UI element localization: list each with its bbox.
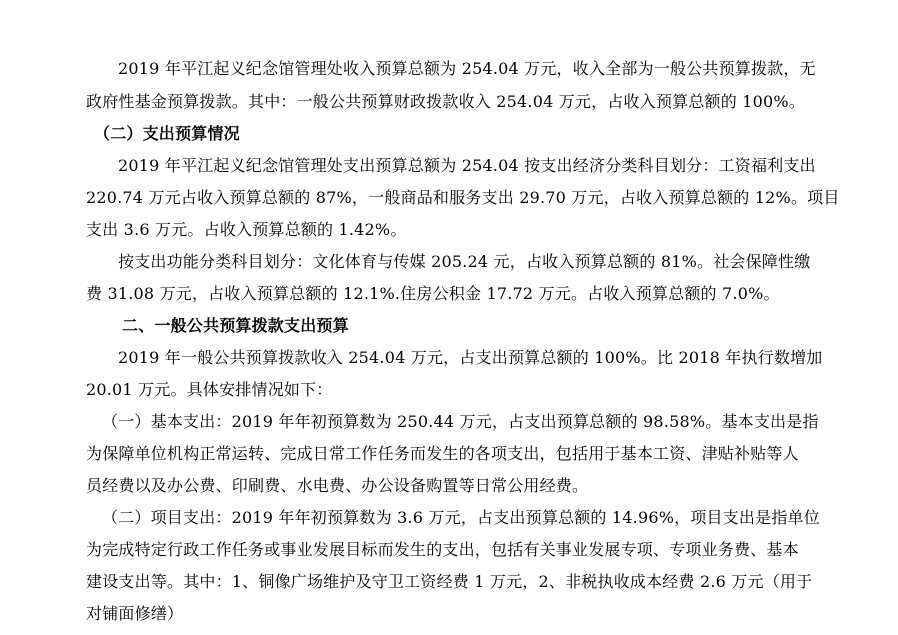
paragraph-line: 2019 年一般公共预算拨款收入 254.04 万元，占支出预算总额的 100%。比 2018 年执行数增加: [118, 348, 823, 367]
paragraph-line: 220.74 万元占收入预算总额的 87%，一般商品和服务支出 29.70 万元，占收入预算总额的 12%。项目: [86, 188, 840, 207]
section-heading: 二、一般公共预算拨款支出预算: [122, 316, 349, 335]
paragraph-line: （二）项目支出：2019 年年初预算数为 3.6 万元，占支出预算总额的 14.96%，项目支出是指单位: [102, 508, 820, 527]
paragraph-line: 对铺面修缮）: [86, 604, 184, 623]
section-heading: （二）支出预算情况: [94, 124, 240, 143]
paragraph-line: （一）基本支出：2019 年年初预算数为 250.44 万元，占支出预算总额的 98.58%。基本支出是指: [102, 412, 819, 431]
paragraph-line: 建设支出等。其中：1、铜像广场维护及守卫工资经费 1 万元，2、非税执收成本经费 2.6 万元（用于: [86, 572, 813, 591]
paragraph-line: 2019 年平江起义纪念馆管理处收入预算总额为 254.04 万元，收入全部为一般公共预算拨款，无: [118, 59, 816, 78]
paragraph-line: 员经费以及办公费、印刷费、水电费、办公设备购置等日常公用经费。: [86, 476, 589, 495]
paragraph-line: 支出 3.6 万元。占收入预算总额的 1.42%。: [86, 220, 407, 239]
paragraph-line: 为保障单位机构正常运转、完成日常工作任务而发生的各项支出，包括用于基本工资、津贴补贴等人: [86, 444, 799, 463]
paragraph-line: 2019 年平江起义纪念馆管理处支出预算总额为 254.04 按支出经济分类科目划分：工资福利支出: [118, 156, 816, 175]
paragraph-line: 费 31.08 万元，占收入预算总额的 12.1%.住房公积金 17.72 万元。占收入预算总额的 7.0%。: [86, 284, 780, 303]
paragraph-line: 20.01 万元。具体安排情况如下：: [86, 380, 333, 399]
paragraph-line: 按支出功能分类科目划分：文化体育与传媒 205.24 元，占收入预算总额的 81%。社会保障性缴: [118, 252, 811, 271]
paragraph-line: 为完成特定行政工作任务或事业发展目标而发生的支出，包括有关事业发展专项、专项业务费、基本: [86, 540, 799, 559]
paragraph-line: 政府性基金预算拨款。其中：一般公共预算财政拨款收入 254.04 万元，占收入预算总额的 100%。: [86, 92, 805, 111]
